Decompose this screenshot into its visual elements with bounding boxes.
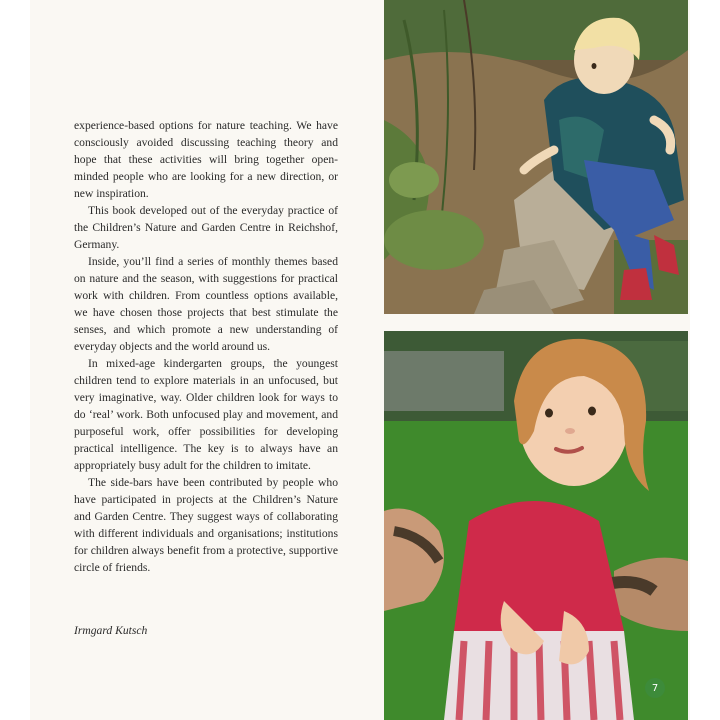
paragraph: Inside, you’ll find a series of monthly themes based on nature and the season, with suggestions for practical work with children. From countless options available, we have chosen those projects that best stimulate the senses, and which promote a new understanding of everyday objects and the world around us. (74, 255, 338, 353)
photo-child-in-garden (384, 0, 688, 314)
photo-toddler-red-sweater (384, 331, 688, 720)
author-signature: Irmgard Kutsch (74, 624, 148, 637)
body-text (74, 117, 338, 576)
book-page (30, 0, 690, 720)
page-number-badge: 7 (645, 678, 665, 698)
paragraph: experience-based options for nature teaching. We have consciously avoided discussing teaching theory and hope that these activities will bring together open-minded people who are looking for a new direction, or new inspiration. (74, 119, 338, 200)
paragraph: In mixed-age kindergarten groups, the youngest children tend to explore materials in an unfocused, but very imaginative, way. Older children look for ways to do ‘real’ work. Both unfocused play and movement, and purposeful work, offer possibilities for developing practical intelligence. The key is to always have an appropriately busy adult for the children to imitate. (74, 357, 338, 472)
paragraph: This book developed out of the everyday practice of the Children’s Nature and Garden Centre in Reichshof, Germany. (74, 204, 338, 251)
paragraph: The side-bars have been contributed by people who have participated in projects at the Children’s Nature and Garden Centre. They suggest ways of collaborating with different individuals and organisations; institutions for children always benefit from a protective, supportive circle of friends. (74, 476, 338, 574)
